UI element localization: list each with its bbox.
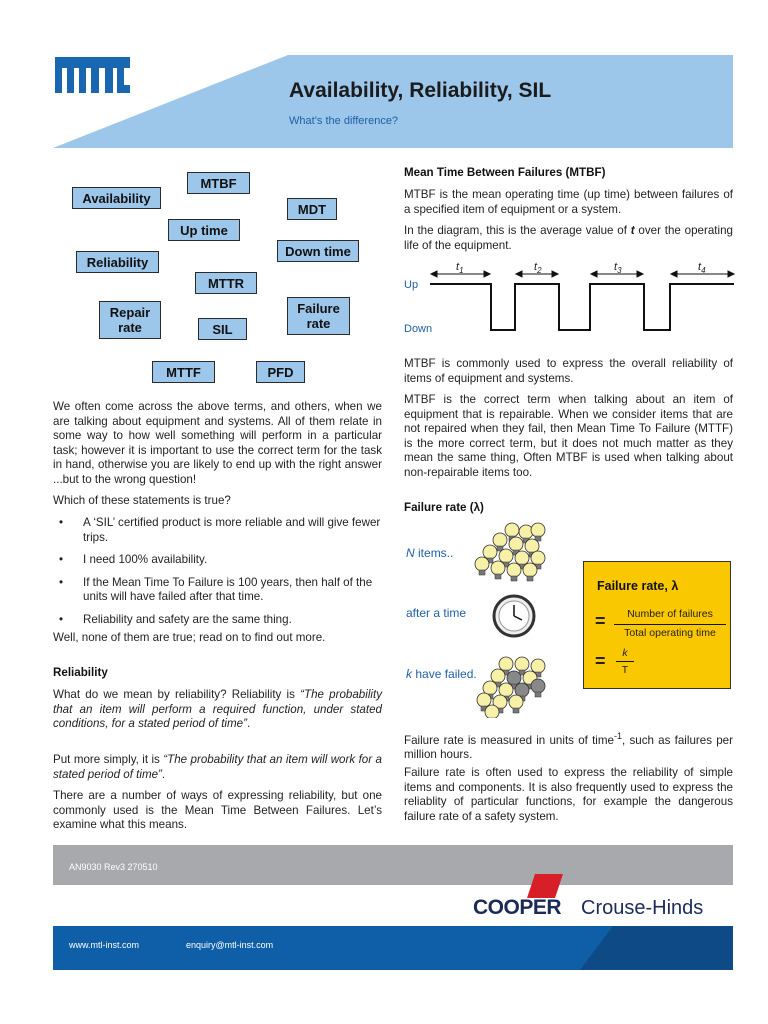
- page-subtitle: What’s the difference?: [289, 115, 399, 127]
- none-true-text: Well, none of them are true; read on to find out more.: [53, 631, 326, 644]
- reliability-paragraph-2: Put more simply, it is “The probability that an item will work for a stated period of time”.: [53, 753, 382, 781]
- question-text: Which of these statements is true?: [53, 494, 231, 507]
- statement-list: [53, 516, 382, 636]
- formula-title: Failure rate, λ: [597, 579, 679, 593]
- term-box: MTTF: [152, 361, 215, 383]
- website-link[interactable]: www.mtl-inst.com: [69, 940, 140, 950]
- formula-numerator: Number of failures: [627, 608, 713, 620]
- term-box: Repair rate: [99, 301, 161, 339]
- term-box: MTBF: [187, 172, 250, 194]
- list-item: • Reliability and safety are the same thing.: [53, 613, 382, 628]
- term-box: Failure rate: [287, 297, 350, 335]
- list-item: • I need 100% availability.: [53, 553, 382, 568]
- reliability-heading: Reliability: [53, 666, 108, 679]
- t2-label: $t_2$: [534, 261, 542, 275]
- t1-label: $t_1$: [456, 261, 464, 275]
- after-time-label: after a time: [406, 606, 467, 620]
- failure-rate-heading: Failure rate (λ): [404, 501, 484, 514]
- term-box: Availability: [72, 187, 161, 209]
- intro-paragraph: We often come across the above terms, and others, when we are talking about equipment and systems. All of them relate in some way to how well something will perform in a particular task; however it is important to use the correct term for the task in hand, otherwise you are likely to end up with the right answer ...but to the wrong question!: [53, 400, 382, 486]
- page-title: Availability, Reliability, SIL: [289, 79, 552, 102]
- reliability-paragraph-1: What do we mean by reliability? Reliability is “The probability that an item will perform a required function, under stated conditions, for a stated period of time”.: [53, 688, 383, 731]
- mtbf-timing-diagram: [400, 258, 736, 342]
- reliability-paragraph-3: There are a number of ways of expressing reliability, but one commonly used is the Mean Time Between Failures. Let’s examine what this means.: [53, 789, 382, 832]
- failure-rate-paragraph-2: Failure rate is often used to express the reliability of simple items and components. It is also frequently used to express the reliablity of particular functions, for example the dangerous failure rate of a safety system.: [404, 766, 733, 823]
- term-box: Up time: [168, 219, 240, 241]
- formula-k: k: [622, 647, 628, 659]
- mtbf-paragraph-3: MTBF is commonly used to express the overall reliability of items of equipment and systems.: [404, 357, 733, 385]
- equals-sign: =: [595, 611, 606, 631]
- mtbf-paragraph-4: MTBF is the correct term when talking about an item of equipment that is repairable. When we consider items that are not repaired when they fail, then Mean Time To Failure (MTTF) is the more correct term, but it does not much matter as they mean the same thing, Often MTBF is used when talking about non-repairable items too.: [404, 393, 733, 479]
- down-label: Down: [404, 323, 433, 335]
- cooper-logo-text: COOPER: [473, 896, 562, 919]
- mtbf-paragraph-2: In the diagram, this is the average value of t over the operating life of the equipment.: [404, 224, 733, 252]
- mtbf-paragraph-1: MTBF is the mean operating time (up time) between failures of a specified item of equipment or a system.: [404, 188, 733, 216]
- term-box: SIL: [198, 318, 247, 340]
- formula-T: T: [621, 664, 629, 676]
- formula-denominator: Total operating time: [624, 627, 716, 639]
- n-items-label: N items..: [406, 546, 454, 560]
- k-failed-label: k have failed.: [406, 667, 477, 681]
- term-box: PFD: [256, 361, 305, 383]
- term-box: Reliability: [76, 251, 159, 273]
- term-box: MDT: [287, 198, 337, 220]
- fraction-bar: [614, 624, 726, 625]
- fraction-bar: [616, 661, 634, 662]
- list-item: • If the Mean Time To Failure is 100 years, then half of the units will have failed after that time.: [53, 576, 382, 605]
- failure-rate-formula-box: [583, 561, 731, 689]
- cooper-red-stripe: [527, 874, 563, 898]
- t3-label: $t_3$: [614, 261, 622, 275]
- failure-rate-paragraph-1: Failure rate is measured in units of time$^{-1}$, such as failures per million hours.: [404, 731, 733, 762]
- email-link[interactable]: enquiry@mtl-inst.com: [186, 940, 274, 950]
- light-bulbs-illustration: [470, 518, 550, 718]
- footer-blue-band: [53, 926, 733, 970]
- equals-sign: =: [595, 651, 606, 671]
- t4-label: $t_4$: [698, 261, 706, 275]
- list-item: • A ‘SIL’ certified product is more reliable and will give fewer trips.: [53, 516, 382, 545]
- crouse-hinds-text: Crouse-Hinds: [581, 897, 704, 919]
- mtbf-heading: Mean Time Between Failures (MTBF): [404, 166, 606, 179]
- clock-icon: [494, 596, 534, 636]
- term-box: Down time: [277, 240, 359, 262]
- up-label: Up: [404, 279, 419, 291]
- term-box: MTTR: [195, 272, 257, 294]
- document-code: AN9030 Rev3 270510: [69, 862, 158, 872]
- mtl-logo: [55, 57, 130, 93]
